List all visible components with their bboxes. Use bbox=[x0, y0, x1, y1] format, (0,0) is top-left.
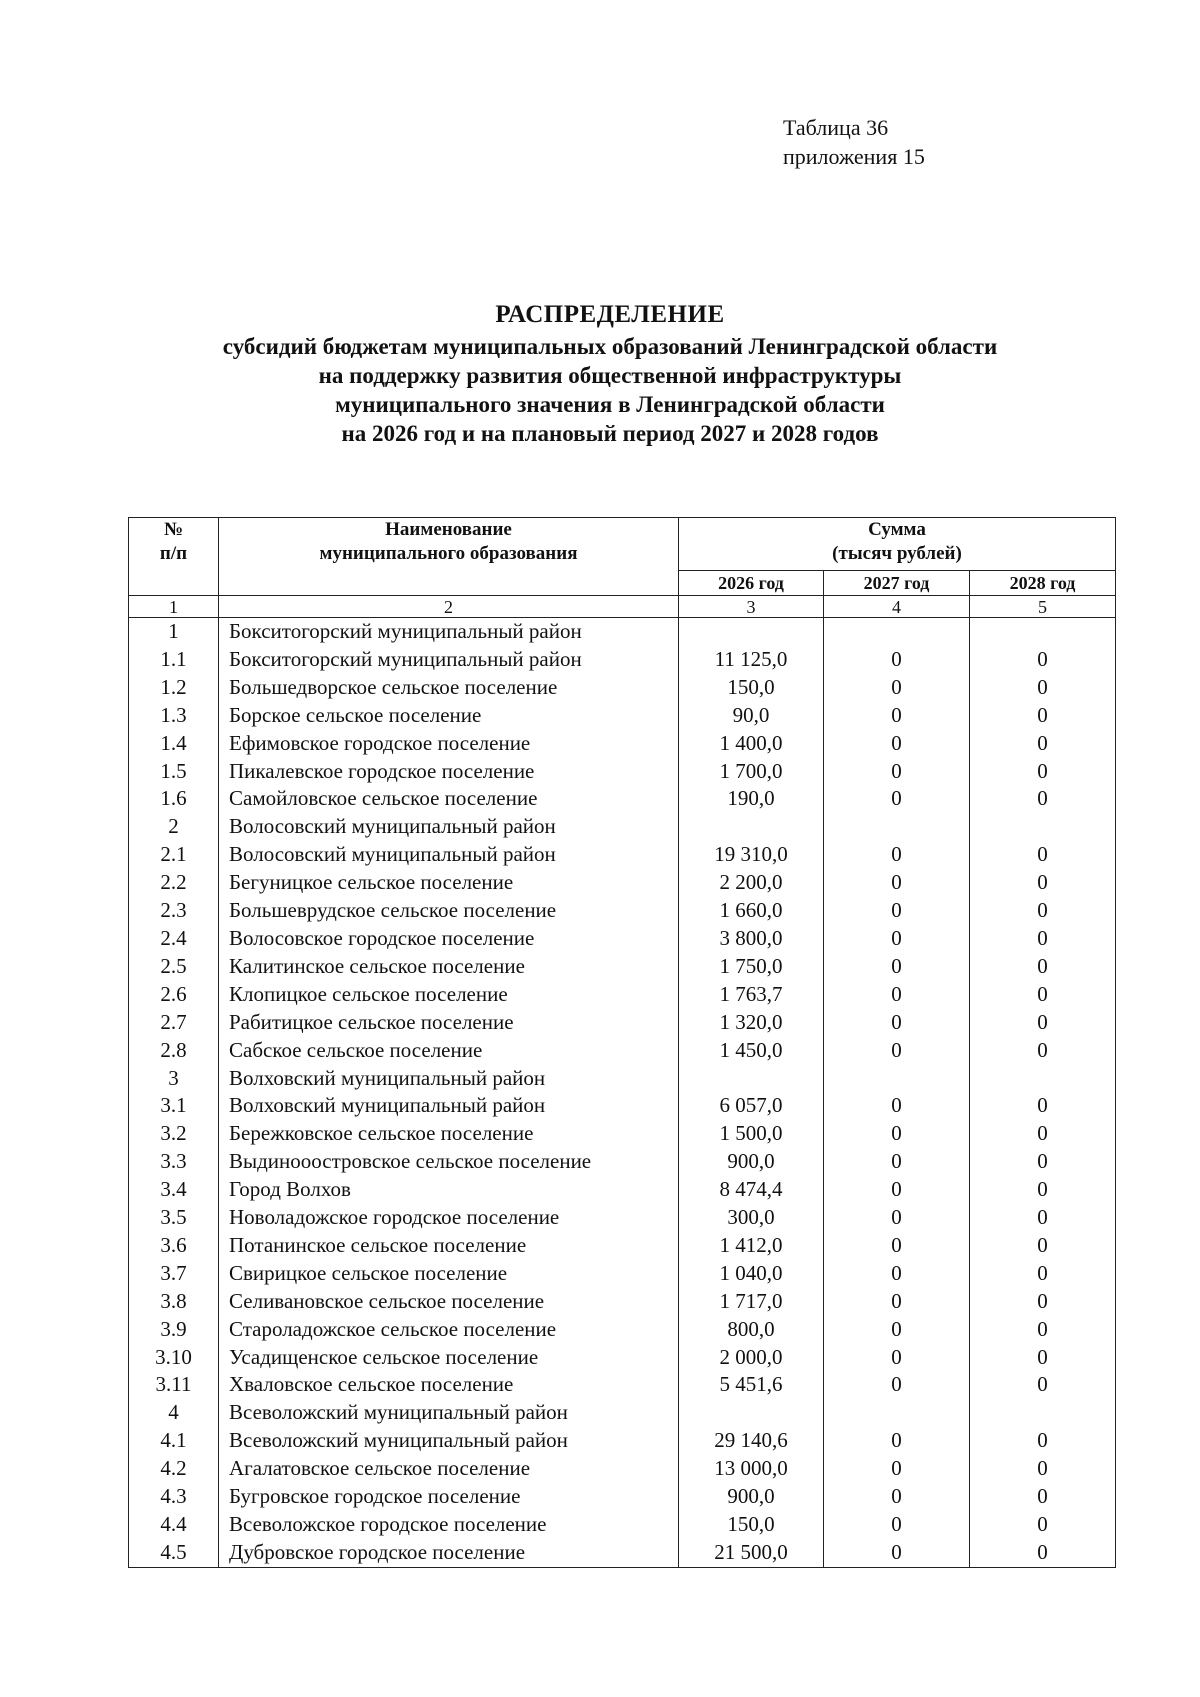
table-header bbox=[129, 518, 1116, 596]
row-number: 2 bbox=[129, 813, 219, 841]
row-number: 2.7 bbox=[129, 1009, 219, 1037]
amount-2026: 1 412,0 bbox=[679, 1232, 824, 1260]
amount-2027: 0 bbox=[824, 1344, 970, 1372]
row-number: 3.2 bbox=[129, 1120, 219, 1148]
amount-2028: 0 bbox=[970, 1539, 1116, 1567]
amount-2026: 800,0 bbox=[679, 1316, 824, 1344]
amount-2027: 0 bbox=[824, 1316, 970, 1344]
amount-2026: 1 700,0 bbox=[679, 758, 824, 786]
amount-2028: 0 bbox=[970, 702, 1116, 730]
municipality-name: Волховский муниципальный район bbox=[219, 1065, 679, 1093]
amount-2027: 0 bbox=[824, 897, 970, 925]
municipality-name: Свирицкое сельское поселение bbox=[219, 1260, 679, 1288]
municipality-name: Волосовский муниципальный район bbox=[219, 841, 679, 869]
amount-2027: 0 bbox=[824, 758, 970, 786]
amount-2026: 900,0 bbox=[679, 1483, 824, 1511]
table-row bbox=[129, 1455, 1116, 1483]
municipality-name: Большедворское сельское поселение bbox=[219, 674, 679, 702]
amount-2027: 0 bbox=[824, 702, 970, 730]
amount-2028: 0 bbox=[970, 1009, 1116, 1037]
municipality-name: Клопицкое сельское поселение bbox=[219, 981, 679, 1009]
column-number-row bbox=[129, 596, 1116, 618]
amount-2027 bbox=[824, 618, 970, 646]
amount-2027: 0 bbox=[824, 841, 970, 869]
amount-2026: 1 500,0 bbox=[679, 1120, 824, 1148]
title-line-2: на поддержку развития общественной инфраструктуры bbox=[318, 363, 902, 388]
municipality-name: Город Волхов bbox=[219, 1176, 679, 1204]
municipality-name: Бугровское городское поселение bbox=[219, 1483, 679, 1511]
row-number: 1.5 bbox=[129, 758, 219, 786]
table-row bbox=[129, 1148, 1116, 1176]
table-row bbox=[129, 1260, 1116, 1288]
amount-2026: 300,0 bbox=[679, 1204, 824, 1232]
row-number: 2.2 bbox=[129, 869, 219, 897]
row-number: 3.11 bbox=[129, 1371, 219, 1399]
municipality-name: Рабитицкое сельское поселение bbox=[219, 1009, 679, 1037]
table-row bbox=[129, 1120, 1116, 1148]
title-line-4: на 2026 год и на плановый период 2027 и 2028 годов bbox=[341, 421, 879, 446]
amount-2028: 0 bbox=[970, 758, 1116, 786]
amount-2027: 0 bbox=[824, 646, 970, 674]
amount-2028 bbox=[970, 813, 1116, 841]
municipality-name: Сабское сельское поселение bbox=[219, 1037, 679, 1065]
row-number: 3.6 bbox=[129, 1232, 219, 1260]
amount-2028: 0 bbox=[970, 1427, 1116, 1455]
amount-2026: 2 200,0 bbox=[679, 869, 824, 897]
amount-2026: 1 750,0 bbox=[679, 953, 824, 981]
row-number: 3.7 bbox=[129, 1260, 219, 1288]
amount-2027: 0 bbox=[824, 1288, 970, 1316]
row-number: 4 bbox=[129, 1399, 219, 1427]
amount-2027: 0 bbox=[824, 1260, 970, 1288]
amount-2026: 1 763,7 bbox=[679, 981, 824, 1009]
document-title bbox=[130, 298, 1090, 448]
amount-2028: 0 bbox=[970, 1260, 1116, 1288]
table-row bbox=[129, 1065, 1116, 1093]
amount-2028: 0 bbox=[970, 1148, 1116, 1176]
header-number-line1: № bbox=[163, 519, 184, 540]
municipality-name: Самойловское сельское поселение bbox=[219, 785, 679, 813]
table-number: Таблица 36 bbox=[783, 115, 889, 140]
table-row bbox=[129, 674, 1116, 702]
amount-2026: 13 000,0 bbox=[679, 1455, 824, 1483]
amount-2026: 19 310,0 bbox=[679, 841, 824, 869]
amount-2027 bbox=[824, 813, 970, 841]
table-row bbox=[129, 1371, 1116, 1399]
amount-2026: 6 057,0 bbox=[679, 1092, 824, 1120]
amount-2028 bbox=[970, 1065, 1116, 1093]
amount-2026: 190,0 bbox=[679, 785, 824, 813]
table-row bbox=[129, 813, 1116, 841]
table-row bbox=[129, 1232, 1116, 1260]
table-row bbox=[129, 758, 1116, 786]
municipality-name: Ефимовское городское поселение bbox=[219, 730, 679, 758]
amount-2026: 1 660,0 bbox=[679, 897, 824, 925]
municipality-name: Волосовское городское поселение bbox=[219, 925, 679, 953]
amount-2026: 150,0 bbox=[679, 1511, 824, 1539]
amount-2028: 0 bbox=[970, 1120, 1116, 1148]
amount-2028: 0 bbox=[970, 1511, 1116, 1539]
row-number: 2.4 bbox=[129, 925, 219, 953]
amount-2027: 0 bbox=[824, 1483, 970, 1511]
municipality-name: Потанинское сельское поселение bbox=[219, 1232, 679, 1260]
amount-2028: 0 bbox=[970, 1371, 1116, 1399]
amount-2027: 0 bbox=[824, 1009, 970, 1037]
header-number bbox=[129, 518, 219, 596]
amount-2026: 21 500,0 bbox=[679, 1539, 824, 1567]
amount-2028: 0 bbox=[970, 841, 1116, 869]
amount-2027: 0 bbox=[824, 1204, 970, 1232]
municipality-name: Усадищенское сельское поселение bbox=[219, 1344, 679, 1372]
amount-2026 bbox=[679, 618, 824, 646]
municipality-name: Волосовский муниципальный район bbox=[219, 813, 679, 841]
table-row bbox=[129, 869, 1116, 897]
row-number: 1.6 bbox=[129, 785, 219, 813]
amount-2027: 0 bbox=[824, 925, 970, 953]
table-row bbox=[129, 1037, 1116, 1065]
table-row bbox=[129, 646, 1116, 674]
row-number: 3.1 bbox=[129, 1092, 219, 1120]
amount-2027 bbox=[824, 1399, 970, 1427]
amount-2026: 150,0 bbox=[679, 674, 824, 702]
row-number: 3.8 bbox=[129, 1288, 219, 1316]
municipality-name: Староладожское сельское поселение bbox=[219, 1316, 679, 1344]
municipality-name: Новоладожское городское поселение bbox=[219, 1204, 679, 1232]
municipality-name: Бокситогорский муниципальный район bbox=[219, 618, 679, 646]
header-name-line1: Наименование bbox=[385, 519, 512, 540]
row-number: 1.3 bbox=[129, 702, 219, 730]
row-number: 1 bbox=[129, 618, 219, 646]
municipality-name: Бегуницкое сельское поселение bbox=[219, 869, 679, 897]
municipality-name: Всеволожский муниципальный район bbox=[219, 1427, 679, 1455]
amount-2027: 0 bbox=[824, 1371, 970, 1399]
table-row bbox=[129, 618, 1116, 646]
table-row bbox=[129, 1427, 1116, 1455]
header-name-line2: муниципального образования bbox=[319, 543, 578, 564]
amount-2028: 0 bbox=[970, 1316, 1116, 1344]
row-number: 3.4 bbox=[129, 1176, 219, 1204]
municipality-name: Агалатовское сельское поселение bbox=[219, 1455, 679, 1483]
amount-2027: 0 bbox=[824, 730, 970, 758]
amount-2028: 0 bbox=[970, 646, 1116, 674]
column-number: 1 bbox=[129, 596, 219, 618]
amount-2028: 0 bbox=[970, 1037, 1116, 1065]
row-number: 4.1 bbox=[129, 1427, 219, 1455]
row-number: 2.6 bbox=[129, 981, 219, 1009]
table-row bbox=[129, 981, 1116, 1009]
amount-2028: 0 bbox=[970, 981, 1116, 1009]
table-row bbox=[129, 1399, 1116, 1427]
amount-2026: 1 040,0 bbox=[679, 1260, 824, 1288]
table-row bbox=[129, 1204, 1116, 1232]
table-row bbox=[129, 1344, 1116, 1372]
amount-2028: 0 bbox=[970, 674, 1116, 702]
amount-2026: 900,0 bbox=[679, 1148, 824, 1176]
row-number: 1.1 bbox=[129, 646, 219, 674]
amount-2027: 0 bbox=[824, 1037, 970, 1065]
row-number: 2.5 bbox=[129, 953, 219, 981]
amount-2026: 90,0 bbox=[679, 702, 824, 730]
row-number: 2.8 bbox=[129, 1037, 219, 1065]
amount-2028: 0 bbox=[970, 925, 1116, 953]
header-year-2027: 2027 год bbox=[824, 571, 970, 596]
amount-2026: 1 450,0 bbox=[679, 1037, 824, 1065]
municipality-name: Бережковское сельское поселение bbox=[219, 1120, 679, 1148]
row-number: 4.4 bbox=[129, 1511, 219, 1539]
title-line-3: муниципального значения в Ленинградской области bbox=[335, 392, 885, 417]
amount-2027 bbox=[824, 1065, 970, 1093]
amount-2028: 0 bbox=[970, 1483, 1116, 1511]
row-number: 2.1 bbox=[129, 841, 219, 869]
amount-2026: 5 451,6 bbox=[679, 1371, 824, 1399]
row-number: 1.4 bbox=[129, 730, 219, 758]
table-row bbox=[129, 1092, 1116, 1120]
municipality-name: Селивановское сельское поселение bbox=[219, 1288, 679, 1316]
amount-2028: 0 bbox=[970, 1176, 1116, 1204]
amount-2027: 0 bbox=[824, 1092, 970, 1120]
amount-2027: 0 bbox=[824, 1455, 970, 1483]
row-number: 4.3 bbox=[129, 1483, 219, 1511]
table-row bbox=[129, 1483, 1116, 1511]
row-number: 2.3 bbox=[129, 897, 219, 925]
amount-2026 bbox=[679, 1399, 824, 1427]
amount-2026 bbox=[679, 1065, 824, 1093]
municipality-name: Калитинское сельское поселение bbox=[219, 953, 679, 981]
amount-2026 bbox=[679, 813, 824, 841]
municipality-name: Выдинооостровское сельское поселение bbox=[219, 1148, 679, 1176]
column-number: 5 bbox=[970, 596, 1116, 618]
amount-2028: 0 bbox=[970, 1455, 1116, 1483]
header-year-2026: 2026 год bbox=[679, 571, 824, 596]
amount-2028: 0 bbox=[970, 869, 1116, 897]
municipality-name: Хваловское сельское поселение bbox=[219, 1371, 679, 1399]
amount-2027: 0 bbox=[824, 1176, 970, 1204]
table-row bbox=[129, 1316, 1116, 1344]
municipality-name: Всеволожское городское поселение bbox=[219, 1511, 679, 1539]
amount-2028: 0 bbox=[970, 785, 1116, 813]
header-name bbox=[219, 518, 679, 596]
amount-2026: 11 125,0 bbox=[679, 646, 824, 674]
table-row bbox=[129, 730, 1116, 758]
amount-2027: 0 bbox=[824, 674, 970, 702]
row-number: 3.9 bbox=[129, 1316, 219, 1344]
table-body bbox=[129, 618, 1116, 1568]
header-sum-line2: (тысяч рублей) bbox=[832, 543, 962, 564]
header-number-line2: п/п bbox=[159, 543, 188, 564]
header-year-2028: 2028 год bbox=[970, 571, 1116, 596]
amount-2028: 0 bbox=[970, 1232, 1116, 1260]
municipality-name: Всеволожский муниципальный район bbox=[219, 1399, 679, 1427]
table-row bbox=[129, 925, 1116, 953]
table-row bbox=[129, 1009, 1116, 1037]
table-row bbox=[129, 953, 1116, 981]
municipality-name: Дубровское городское поселение bbox=[219, 1539, 679, 1567]
row-number: 3.5 bbox=[129, 1204, 219, 1232]
table-row bbox=[129, 1539, 1116, 1567]
table-row bbox=[129, 841, 1116, 869]
table-row bbox=[129, 702, 1116, 730]
amount-2028: 0 bbox=[970, 730, 1116, 758]
amount-2027: 0 bbox=[824, 1539, 970, 1567]
amount-2026: 1 717,0 bbox=[679, 1288, 824, 1316]
amount-2027: 0 bbox=[824, 1427, 970, 1455]
title-main: РАСПРЕДЕЛЕНИЕ bbox=[495, 301, 725, 328]
amount-2027: 0 bbox=[824, 981, 970, 1009]
municipality-name: Пикалевское городское поселение bbox=[219, 758, 679, 786]
amount-2028: 0 bbox=[970, 1204, 1116, 1232]
amount-2026: 2 000,0 bbox=[679, 1344, 824, 1372]
column-number: 4 bbox=[824, 596, 970, 618]
amount-2026: 3 800,0 bbox=[679, 925, 824, 953]
row-number: 1.2 bbox=[129, 674, 219, 702]
row-number: 3.3 bbox=[129, 1148, 219, 1176]
amount-2027: 0 bbox=[824, 1120, 970, 1148]
amount-2028: 0 bbox=[970, 1092, 1116, 1120]
amount-2028: 0 bbox=[970, 897, 1116, 925]
amount-2026: 1 320,0 bbox=[679, 1009, 824, 1037]
amount-2028: 0 bbox=[970, 1344, 1116, 1372]
header-sum bbox=[679, 518, 1116, 571]
municipality-name: Большеврудское сельское поселение bbox=[219, 897, 679, 925]
header-sum-line1: Сумма bbox=[868, 519, 926, 540]
amount-2027: 0 bbox=[824, 785, 970, 813]
amount-2028 bbox=[970, 1399, 1116, 1427]
amount-2027: 0 bbox=[824, 1511, 970, 1539]
amount-2027: 0 bbox=[824, 953, 970, 981]
amount-2027: 0 bbox=[824, 1148, 970, 1176]
amount-2026: 8 474,4 bbox=[679, 1176, 824, 1204]
table-row bbox=[129, 1511, 1116, 1539]
row-number: 3 bbox=[129, 1065, 219, 1093]
amount-2026: 29 140,6 bbox=[679, 1427, 824, 1455]
amount-2028: 0 bbox=[970, 1288, 1116, 1316]
appendix-number: приложения 15 bbox=[783, 144, 925, 169]
row-number: 3.10 bbox=[129, 1344, 219, 1372]
table-row bbox=[129, 897, 1116, 925]
row-number: 4.2 bbox=[129, 1455, 219, 1483]
distribution-table bbox=[128, 517, 1116, 1568]
municipality-name: Волховский муниципальный район bbox=[219, 1092, 679, 1120]
amount-2026: 1 400,0 bbox=[679, 730, 824, 758]
column-number: 2 bbox=[219, 596, 679, 618]
column-number: 3 bbox=[679, 596, 824, 618]
table-row bbox=[129, 1176, 1116, 1204]
amount-2028: 0 bbox=[970, 953, 1116, 981]
table-row bbox=[129, 1288, 1116, 1316]
municipality-name: Бокситогорский муниципальный район bbox=[219, 646, 679, 674]
amount-2027: 0 bbox=[824, 869, 970, 897]
table-reference bbox=[783, 113, 925, 171]
table-row bbox=[129, 785, 1116, 813]
title-line-1: субсидий бюджетам муниципальных образований Ленинградской области bbox=[222, 334, 998, 359]
row-number: 4.5 bbox=[129, 1539, 219, 1567]
amount-2027: 0 bbox=[824, 1232, 970, 1260]
amount-2028 bbox=[970, 618, 1116, 646]
municipality-name: Борское сельское поселение bbox=[219, 702, 679, 730]
